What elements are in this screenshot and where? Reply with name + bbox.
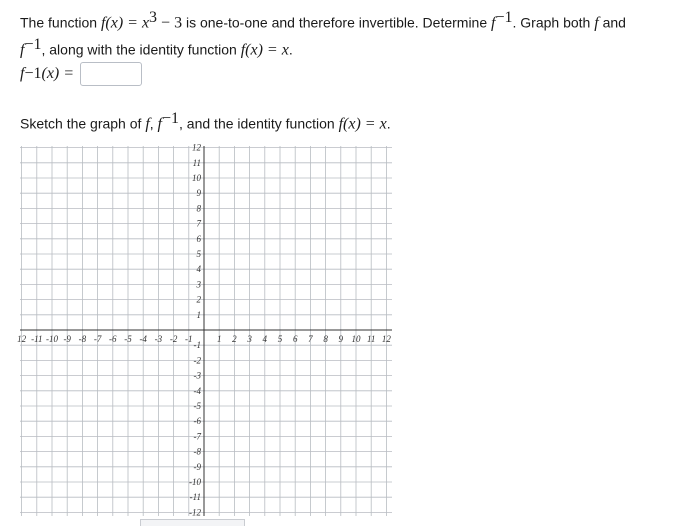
y-tick-label: 9 <box>196 188 201 199</box>
x-tick-label: -11 <box>31 334 43 344</box>
x-tick-label: -3 <box>154 334 163 344</box>
x-tick-label: -1 <box>185 334 193 344</box>
bottom-toolbar-tab[interactable] <box>140 519 245 526</box>
y-tick-label: 8 <box>196 203 201 214</box>
y-tick-label: -6 <box>193 416 201 427</box>
x-tick-label: 12 <box>381 334 391 344</box>
minus-3: − 3 <box>157 14 183 32</box>
graph-both-text: . Graph both <box>512 14 595 31</box>
y-tick-label: 3 <box>196 279 201 290</box>
y-tick-label: 2 <box>196 294 201 305</box>
y-tick-label: -2 <box>193 355 201 366</box>
x-tick-label: -8 <box>78 334 87 344</box>
answer-label-rest: (x) = <box>41 65 75 82</box>
f-symbol-2: f <box>594 14 599 32</box>
x-tick-label: 9 <box>338 334 344 344</box>
y-tick-label: -4 <box>193 385 201 396</box>
sketch-period: . <box>386 115 391 132</box>
x-tick-label: 11 <box>367 334 376 344</box>
x-tick-label: -4 <box>139 334 147 344</box>
x-tick-label: 1 <box>216 334 222 344</box>
sketch-identity: f(x) = x <box>338 115 387 133</box>
y-tick-label: 7 <box>196 218 201 229</box>
mid-text: is one-to-one and therefore invertible. Determine <box>182 14 492 31</box>
inverse-exponent: −1 <box>495 9 513 26</box>
x-tick-label: 2 <box>232 334 237 344</box>
x-tick-label: -9 <box>63 334 71 344</box>
sketch-text-2: , and the identity function <box>179 115 339 132</box>
x-tick-label: 7 <box>308 334 313 344</box>
x-tick-label: 8 <box>323 334 328 344</box>
y-tick-label: 12 <box>192 142 201 153</box>
y-tick-label: -12 <box>189 507 201 518</box>
intro-text: The function <box>20 14 101 31</box>
sketch-f-inverse: f <box>157 115 162 133</box>
sketch-f: f <box>145 115 150 133</box>
y-tick-label: -8 <box>193 446 201 457</box>
y-tick-label: 6 <box>196 233 201 244</box>
x-tick-label: -10 <box>46 334 58 344</box>
y-tick-label: 4 <box>196 264 201 275</box>
sketch-exponent: −1 <box>162 110 180 127</box>
y-tick-label: -9 <box>193 461 201 472</box>
inverse-exponent-2: −1 <box>24 35 42 53</box>
f-inverse-symbol: f <box>20 41 25 59</box>
answer-label-exponent: −1 <box>24 65 42 82</box>
y-tick-label: -5 <box>193 401 201 411</box>
y-tick-label: -3 <box>193 370 201 381</box>
y-tick-label: 10 <box>192 173 201 183</box>
answer-label-f: f <box>20 65 25 82</box>
x-tick-label: 6 <box>292 334 298 344</box>
x-tick-label: -7 <box>93 334 102 344</box>
sketch-text-1: Sketch the graph of <box>20 115 146 132</box>
y-tick-label: -11 <box>189 492 201 503</box>
y-tick-label: -10 <box>189 477 201 487</box>
y-tick-label: 1 <box>196 309 201 320</box>
sketch-comma: , <box>149 115 158 132</box>
function-name: f(x) <box>100 14 124 32</box>
x-tick-label: -2 <box>169 334 178 344</box>
x-tick-label: 5 <box>277 334 283 344</box>
and-text: and <box>598 14 626 31</box>
x-tick-label: -5 <box>124 334 132 344</box>
y-tick-label: 5 <box>196 249 201 259</box>
equation-text: = x <box>123 14 150 32</box>
x-tick-label: 4 <box>262 334 268 344</box>
x-tick-label: 12 <box>17 334 27 344</box>
x-tick-label: 3 <box>247 334 252 344</box>
y-tick-label: -7 <box>193 431 201 442</box>
along-text: , along with the identity function <box>41 41 241 58</box>
x-tick-label: -6 <box>109 334 117 344</box>
exponent-3: 3 <box>149 9 158 26</box>
y-tick-label: 11 <box>192 157 201 168</box>
period: . <box>288 41 293 58</box>
identity-function: f(x) = x <box>240 41 289 59</box>
f-symbol: f <box>491 14 496 32</box>
y-tick-label: -1 <box>193 340 201 351</box>
x-tick-label: 10 <box>351 334 361 344</box>
